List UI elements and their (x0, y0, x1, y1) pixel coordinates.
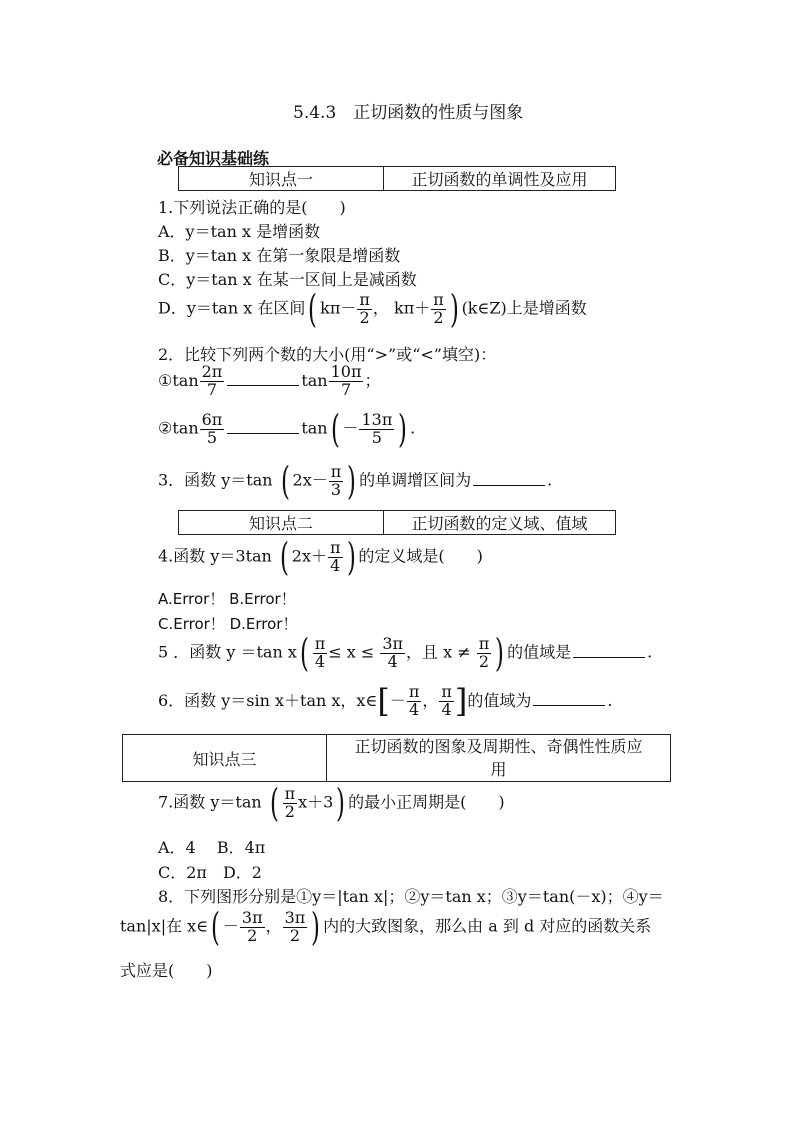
q7: 7.函数 y＝tan ( $\frac{\pi}{2}$ x＋3) 的最小正周期是( ) (158, 781, 505, 825)
q1-d-inner2: ， kπ＋ (372, 298, 431, 318)
fraction: $\frac{13\pi}{5}$ (361, 409, 393, 447)
q4-options-row-1: A.Error！ B.Error！ (158, 590, 296, 608)
q4-options-row-2: C.Error！ D.Error！ (158, 615, 298, 633)
q2-r1-pre: ①tan (158, 370, 199, 390)
q8-line-2: tan|x|在 x∈( － $\frac{3\pi}{2}$ ， $\frac{3\pi}{2}$ ) 内的大致图象，那么由 a 到 d 对应的函数关系 (120, 905, 652, 949)
q1-d-inner1: kπ－ (320, 298, 357, 318)
q3-pre: 3．函数 y＝tan (158, 470, 273, 490)
q1-d-pre: D．y＝tan x 在区间 (158, 298, 306, 318)
q7-options-row-2: C．2π D．2 (158, 863, 262, 882)
q2-row-1: ①tan $\frac{2\pi}{7}$ tan $\frac{10\pi}{7}$ ； (158, 362, 381, 399)
fraction: $\frac{\pi}{4}$ (441, 682, 452, 719)
fraction: $\frac{\pi}{2}$ (433, 289, 444, 327)
fraction: $\frac{\pi}{2}$ (284, 783, 296, 821)
page-title: 5.4.3 正切函数的性质与图象 (293, 103, 524, 123)
q6-pre: 6．函数 y＝sin x＋tan x，x∈ (158, 690, 378, 710)
q4-pre: 4.函数 y＝3tan (158, 546, 272, 566)
knowledge-point-2-table (178, 510, 616, 535)
knowledge-point-3-table (122, 734, 671, 782)
q4-post: 的定义域是( ) (358, 546, 483, 566)
answer-blank[interactable] (533, 691, 605, 706)
q8-l2-post: 内的大致图象，那么由 a 到 d 对应的函数关系 (323, 916, 652, 936)
q5-pre: 5 ．函数 y ＝tan x (158, 642, 297, 662)
answer-blank[interactable] (227, 419, 299, 434)
q7-options-row-1: A．4 B．4π (158, 838, 266, 857)
fraction: $\frac{\pi}{4}$ (330, 537, 341, 575)
q2-r2-mid: tan (301, 418, 328, 438)
q1-option-b: B．y＝tan x 在第一象限是增函数 (158, 246, 401, 265)
q8-line-1: 8．下列图形分别是①y＝|tan x|；②y＝tan x；③y＝tan(－x)；④y＝ (158, 887, 664, 906)
q4: 4.函数 y＝3tan ( 2x＋ $\frac{\pi}{4}$ ) 的定义域是( ) (158, 535, 483, 579)
q5: 5 ．函数 y ＝tan x( $\frac{\pi}{4}$ ≤ x ≤ $\frac{3\pi}{4}$ ，且 x ≠ $\frac{\pi}{2}$ ) 的值域是 . (158, 631, 653, 675)
q1-option-c: C．y＝tan x 在某一区间上是减函数 (158, 270, 417, 289)
q2-r1-mid: tan (301, 370, 328, 390)
q8-l2-pre: tan|x|在 x∈ (120, 916, 209, 936)
answer-blank[interactable] (227, 371, 299, 386)
q1-d-post: (k∈Z)上是增函数 (461, 298, 587, 318)
fraction: $\frac{3\pi}{2}$ (284, 907, 306, 945)
q5-post: 的值域是 (507, 642, 572, 662)
q3-post: 的单调增区间为 (359, 470, 472, 490)
q6: 6．函数 y＝sin x＋tan x，x∈[－ $\frac{\pi}{4}$ ， $\frac{\pi}{4}$ ]的值域为 . (158, 682, 613, 721)
q6-post: 的值域为 (467, 690, 532, 710)
q2-row-2: ②tan $\frac{6\pi}{5}$ tan( － $\frac{13\pi}{5}$ ) . (158, 407, 416, 451)
fraction: $\frac{\pi}{2}$ (359, 289, 370, 327)
fraction: $\frac{\pi}{2}$ (478, 633, 490, 671)
kp2-desc: 正切函数的定义域、值域 (384, 511, 616, 535)
fraction: $\frac{\pi}{4}$ (408, 682, 420, 719)
q7-pre: 7.函数 y＝tan (158, 792, 262, 812)
q1-option-d: D．y＝tan x 在区间( kπ－ $\frac{\pi}{2}$ ， kπ＋ $\frac{\pi}{2}$ ) (k∈Z)上是增函数 (158, 287, 587, 331)
kp2-label: 知识点二 (179, 511, 384, 535)
q2-stem: 2．比较下列两个数的大小(用“>”或“<”填空)： (158, 345, 497, 364)
fraction: $\frac{2\pi}{7}$ (201, 362, 223, 399)
q8-line-3: 式应是( ) (120, 961, 213, 980)
section-heading: 必备知识基础练 (157, 149, 270, 168)
q1-stem: 1.下列说法正确的是( ) (158, 198, 346, 217)
q2-r2-pre: ②tan (158, 418, 199, 438)
answer-blank[interactable] (473, 471, 545, 486)
fraction: $\frac{\pi}{3}$ (330, 461, 342, 499)
q7-post: 的最小正周期是( ) (348, 792, 505, 812)
answer-blank[interactable] (573, 643, 645, 658)
kp3-label: 知识点三 (123, 735, 327, 782)
kp1-label: 知识点一 (179, 167, 384, 191)
fraction: $\frac{3\pi}{2}$ (241, 907, 263, 945)
q1-option-a: A．y＝tan x 是增函数 (158, 222, 321, 241)
q3: 3．函数 y＝tan ( 2x－ $\frac{\pi}{3}$ ) 的单调增区间为 . (158, 459, 553, 503)
kp1-desc: 正切函数的单调性及应用 (384, 167, 616, 191)
fraction: $\frac{3\pi}{4}$ (382, 633, 404, 671)
fraction: $\frac{10\pi}{7}$ (330, 362, 362, 399)
fraction: $\frac{\pi}{4}$ (314, 633, 326, 671)
kp3-desc: 正切函数的图象及周期性、奇偶性性质应 用 (327, 735, 671, 782)
knowledge-point-1-table (178, 166, 616, 191)
fraction: $\frac{6\pi}{5}$ (201, 409, 223, 447)
